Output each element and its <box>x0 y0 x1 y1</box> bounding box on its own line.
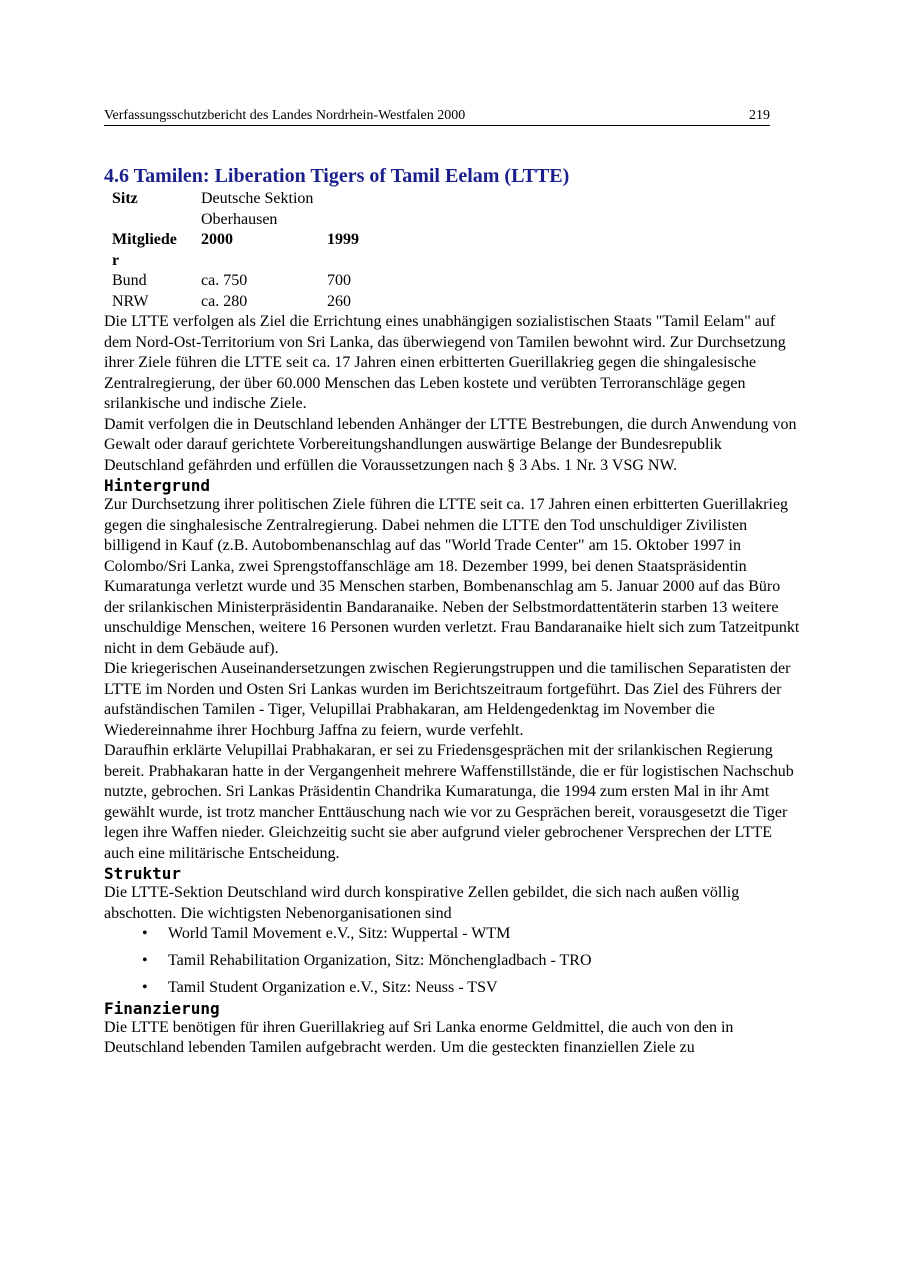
year-2000-header: 2000 <box>201 231 233 248</box>
sitz-value <box>201 189 387 210</box>
header-title: Verfassungsschutzbericht des Landes Nordrhein-Westfalen 2000 <box>104 108 466 123</box>
members-label <box>112 230 201 251</box>
heading-hintergrund: Hintergrund <box>104 476 210 495</box>
sitz-label: Sitz <box>112 190 138 207</box>
hintergrund-paragraph-3: Daraufhin erklärte Velupillai Prabhakaran, er sei zu Friedensgesprächen mit der srilankischen Regierung bereit. Prabhakaran hatte in der Vergangenheit mehrere Waffenstillstände, die er für logistischen Nachschub nutzte, gebrochen. Sri Lankas Präsidentin Chandrika Kumaratunga, die 1994 zum ersten Mal in ihr Amt gewählt wurde, ist trotz mancher Enttäuschung nach wie vor zu Gesprächen bereit, vorausgesetzt die Tiger legen ihre Waffen nieder. Gleichzeitig sucht sie aber aufgrund vieler gebrochener Versprechen der LTTE auch eine militärische Entscheidung. <box>104 742 794 862</box>
row-label-bund: Bund <box>112 272 147 289</box>
bullet-icon: • <box>142 925 148 942</box>
list-item <box>104 951 804 972</box>
members-label-line2: r <box>112 251 120 269</box>
intro-paragraph-1: Die LTTE verfolgen als Ziel die Errichtung eines unabhängigen sozialistischen Staats "Tamil Eelam" auf dem Nord-Ost-Territorium von Sri Lanka, das überwiegend von Tamilen bewohnt wird. Zur Durchsetzung ihrer Ziele führen die LTTE seit ca. 17 Jahren einen erbitterten Guerillakrieg gegen die shingalesische Zentralregierung, der über 60.000 Menschen das Leben kostete und verübten Terroranschläge gegen srilankische und indische Ziele. <box>104 313 786 412</box>
sitz-value-line2: Oberhausen <box>201 210 278 228</box>
bund-2000: ca. 750 <box>201 272 248 289</box>
hintergrund-paragraph-2: Die kriegerischen Auseinandersetzungen zwischen Regierungstruppen und die tamilischen Separatisten der LTTE im Norden und Osten Sri Lankas wurden im Berichtszeitraum fortgeführt. Das Ziel des Führers der aufständischen Tamilen - Tiger, Velupillai Prabhakaran, am Heldengedenktag im November die Wiedereinnahme ihrer Hochburg Jaffna zu feiern, wurde verfehlt. <box>104 660 791 739</box>
list-item <box>104 978 804 999</box>
organization-name: Tamil Student Organization e.V., Sitz: Neuss - TSV <box>168 979 498 996</box>
members-label-cont <box>112 251 201 272</box>
table-row <box>112 251 387 272</box>
bund-1999: 700 <box>327 272 351 289</box>
table-row <box>112 189 387 210</box>
bullet-icon: • <box>142 979 148 996</box>
nrw-2000: ca. 280 <box>201 292 248 310</box>
heading-struktur: Struktur <box>104 864 182 883</box>
year-1999-header: 1999 <box>327 231 359 248</box>
organization-name: World Tamil Movement e.V., Sitz: Wuppertal - WTM <box>168 925 511 942</box>
struktur-paragraph: Die LTTE-Sektion Deutschland wird durch konspirative Zellen gebildet, die sich nach außen völlig abschotten. Die wichtigsten Nebenorganisationen sind <box>104 884 740 922</box>
table-row <box>112 292 387 313</box>
heading-finanzierung: Finanzierung <box>104 998 220 1018</box>
running-header <box>104 107 770 126</box>
info-table <box>112 189 387 312</box>
row-label-nrw: NRW <box>112 292 149 310</box>
members-label-line1: Mitgliede <box>112 231 177 248</box>
sitz-value-line1: Deutsche Sektion <box>201 190 314 207</box>
sitz-value-2 <box>201 210 387 231</box>
table-row <box>112 230 387 251</box>
bullet-icon: • <box>142 952 148 969</box>
organization-name: Tamil Rehabilitation Organization, Sitz: Mönchengladbach - TRO <box>168 952 592 969</box>
section-title: 4.6 Tamilen: Liberation Tigers of Tamil Eelam (LTTE) <box>104 165 570 187</box>
nrw-1999: 260 <box>327 292 351 310</box>
table-row <box>112 210 387 231</box>
page-number: 219 <box>749 108 770 123</box>
table-row <box>112 271 387 292</box>
finanzierung-paragraph: Die LTTE benötigen für ihren Guerillakrieg auf Sri Lanka enorme Geldmittel, die auch von den in Deutschland lebenden Tamilen aufgebracht werden. Um die gesteckten finanziellen Ziele zu <box>104 1018 734 1056</box>
intro-paragraph-2: Damit verfolgen die in Deutschland lebenden Anhänger der LTTE Bestrebungen, die durch Anwendung von Gewalt oder darauf gerichtete Vorbereitungshandlungen auswärtige Belange der Bundesrepublik Deutschland gefährden und erfüllen die Voraussetzungen nach § 3 Abs. 1 Nr. 3 VSG NW. <box>104 415 797 474</box>
hintergrund-paragraph-1: Zur Durchsetzung ihrer politischen Ziele führen die LTTE seit ca. 17 Jahren einen erbitterten Guerillakrieg gegen die singhalesische Zentralregierung. Dabei nehmen die LTTE den Tod unschuldiger Zivilisten billigend in Kauf (z.B. Autobombenanschlag auf das "World Trade Center" am 15. Oktober 1997 in Colombo/Sri Lanka, zwei Sprengstoffanschläge am 18. Dezember 1999, bei denen Staatspräsidentin Kumaratunga verletzt wurde und 35 Menschen starben, Bombenanschlag am 5. Januar 2000 auf das Büro der srilankischen Ministerpräsidentin Bandaranaike. Neben der Selbstmordattentäterin starben 13 weitere unschuldige Menschen, weitere 16 Personen wurden verletzt. Frau Bandaranaike hielt sich zum Tatzeitpunkt nicht in dem Gebäude auf). <box>104 496 800 657</box>
list-item <box>104 924 804 945</box>
main-content <box>104 163 804 1059</box>
organization-list <box>104 924 804 999</box>
